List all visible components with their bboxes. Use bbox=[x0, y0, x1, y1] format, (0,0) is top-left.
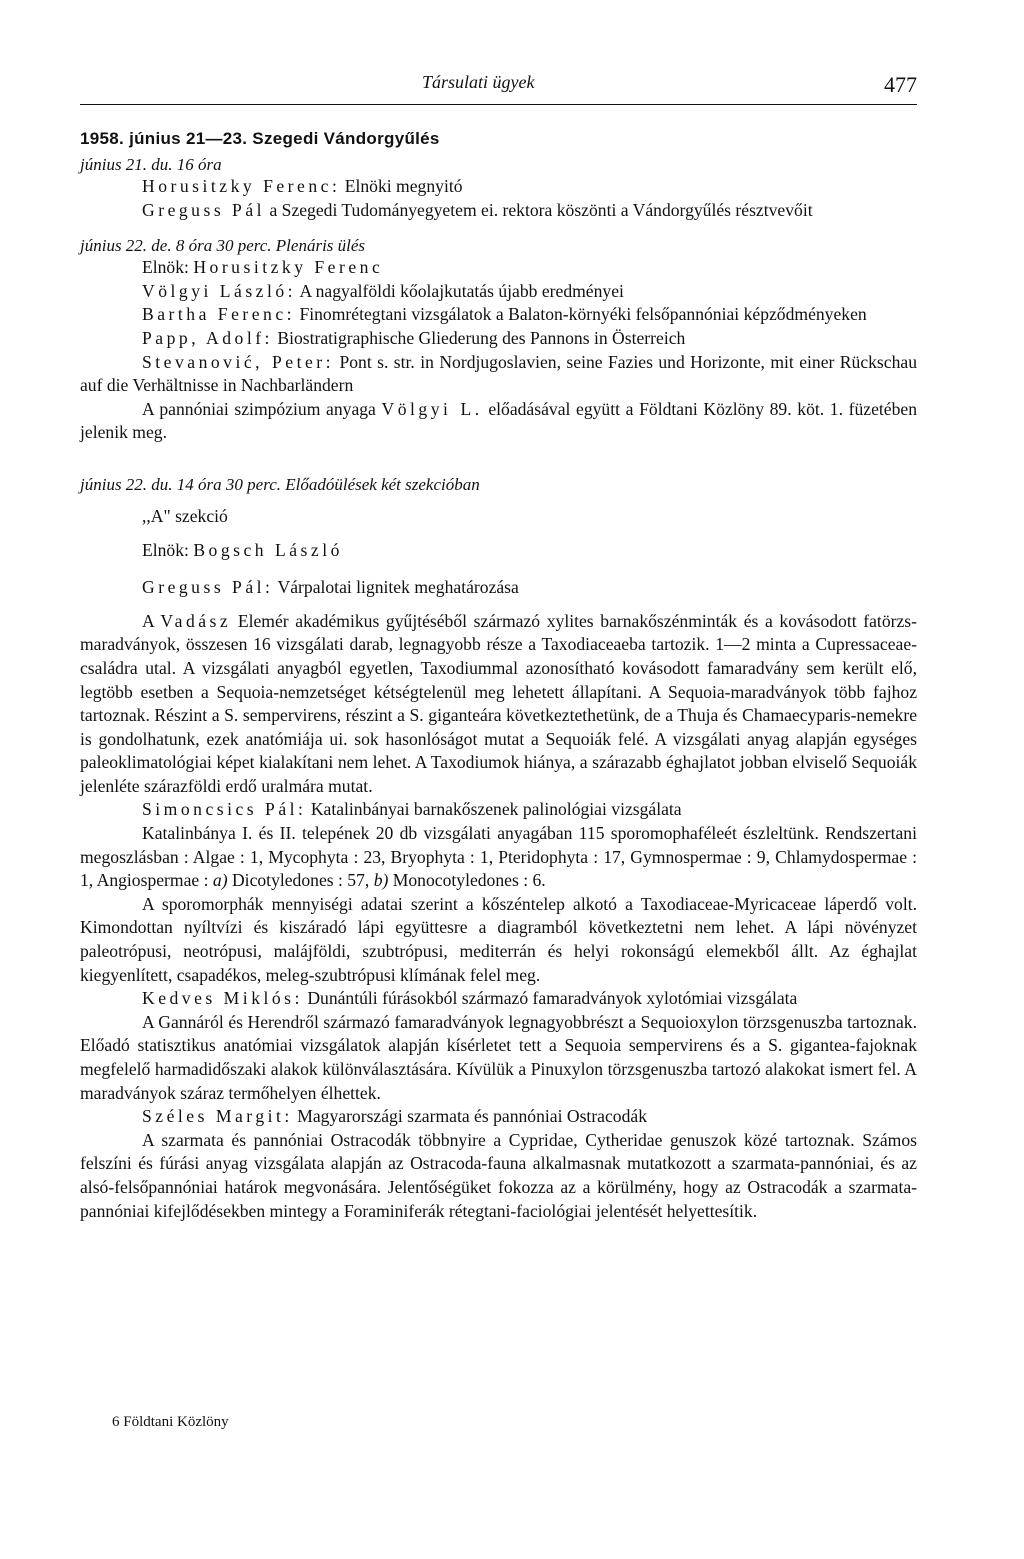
talk-title: Dunántúli fúrásokból származó famaradványok xylotómiai vizsgálata bbox=[302, 988, 798, 1009]
abstract-text: Katalinbánya I. és II. telepének 20 db vizsgálati anyagában 115 sporomophaféleét észleltünk. Rendszertani megoszlásban : Algae : 1, Mycophyta : 23, Bryophyta : 1, Pteridophyta : 17, Gymnospermae : 9, Chlamydospermae : 1, Angiospermae : bbox=[80, 823, 917, 891]
publication-note-end: előadásával együtt a Földtani Közlöny 89. köt. 1. füzetében jelenik meg. bbox=[80, 398, 918, 443]
session2-body bbox=[80, 256, 917, 445]
running-header bbox=[80, 70, 917, 105]
session3-body bbox=[80, 505, 917, 1223]
meeting-heading: 1958. június 21—23. Szegedi Vándorgyűlés bbox=[80, 129, 440, 148]
talk-title: Pont s. str. in Nordjugoslavien, seine Fazies und Horizonte, mit einer Rückschau auf die Verhältnisse in Nachbarländern bbox=[80, 351, 917, 396]
abstract-text: A szarmata és pannóniai Ostracodák többnyire a Cypridae, Cytheridae genuszok közé tartoznak. Számos felszíni és fúrási anyag vizsgálata alapján az Ostracoda-fauna alkalmasnak mutatkozott a szarmata-pannóniai, és az alsó-felsőpannóniai határok megvonására. Jelentőségüket fokozza az a körülmény, hogy az Ostracodák a szarmata-pannóniai kifejlődésekben mintegy a Foraminiferák rétegtani-faciológiai jelentését helyettesítik. bbox=[80, 1129, 917, 1221]
chair-name: Bogsch László bbox=[193, 539, 343, 560]
abstract-text-cont: Dicotyledones : 57, bbox=[227, 870, 374, 891]
speaker-name: Völgyi L. bbox=[381, 398, 483, 419]
speaker-name: Bartha Ferenc: bbox=[142, 304, 296, 325]
talk-title: Várpalotai lignitek meghatározása bbox=[273, 577, 519, 598]
person-name: Vadász bbox=[160, 610, 232, 631]
chair-name: Horusitzky Ferenc bbox=[193, 257, 384, 278]
abstract-text: Elemér akadémikus gyűjtéséből származó xylites barnakőszénminták és a kovásodott fatörzs-maradványok, összesen 16 vizsgálati darab, legnagyobb része a Taxodiaceaeba tartozik. 1—2 minta a Cupressaceae-családra utal. A vizsgálati anyagból egyetlen, Taxodiummal azonosítható kovásodott famaradvány sem került elő, legtöbb esetben a Sequoia-nemzetséget kétségtelenül meg lehetett állapítani. A Sequoia-maradványok több fajhoz tartoznak. Részint a S. sempervirens, részint a S. giganteára következtethetünk, de a Thuja és Chamaecyparis-nemekre is gondolhatunk, ezek anatómiája ui. sok hasonlóságot mutat a Sequoiák felé. A vizsgálati anyag alapján egységes paleoklimatológiai képet kialakítani nem lehet. A Taxodiumok hiánya, a szárazabb éghajlatot jobban elviselő Sequoiák jelenléte szárazföldi erdő uralmára mutat. bbox=[80, 610, 917, 796]
speaker-name: Simoncsics Pál: bbox=[142, 799, 307, 820]
chair-label: Elnök: bbox=[142, 257, 194, 278]
session1-body bbox=[80, 175, 917, 222]
journal-page bbox=[80, 70, 917, 1223]
list-marker: b) bbox=[373, 870, 389, 891]
session1-time: június 21. du. 16 óra bbox=[80, 155, 222, 174]
list-marker: a) bbox=[212, 870, 228, 891]
abstract-text-end: Monocotyledones : 6. bbox=[388, 870, 546, 891]
section-label: ,,A" szekció bbox=[142, 505, 228, 526]
talk-title: Katalinbányai barnakőszenek palinológiai vizsgálata bbox=[306, 799, 682, 820]
speaker-name: Széles Margit: bbox=[142, 1106, 293, 1127]
running-title: Társulati ügyek bbox=[422, 72, 535, 92]
talk-title: Magyarországi szarmata és pannóniai Ostracodák bbox=[292, 1106, 647, 1127]
talk-title: Elnöki megnyitó bbox=[340, 176, 463, 196]
abstract-start: A bbox=[142, 610, 161, 631]
abstract-text: A sporomorphák mennyiségi adatai szerint a kőszéntelep alkotó a Taxodiaceae-Myricaceae láperdő volt. Kimondottan nyíltvízi és kiszáradó lápi együttesre a diagramból következtetni nem lehet. A lápi növényzet paleotrópusi, neotrópusi, malájföldi, szubtrópusi, mediterrán és helyi rokonságú elemekből állt. Az éghajlat kiegyenlített, csapadékos, meleg-szubtrópusi klímának felel meg. bbox=[80, 893, 917, 985]
chair-label: Elnök: bbox=[142, 539, 194, 560]
speaker-name: Kedves Miklós: bbox=[142, 988, 303, 1009]
speaker-name: Völgyi László: bbox=[142, 280, 297, 301]
session2-time: június 22. de. 8 óra 30 perc. Plenáris ülés bbox=[80, 236, 366, 256]
talk-title: A nagyalföldi kőolajkutatás újabb eredményei bbox=[296, 280, 624, 301]
footer-signature: 6 Földtani Közlöny bbox=[112, 1414, 229, 1430]
speaker-name: Greguss Pál: bbox=[142, 577, 274, 598]
talk-title: a Szegedi Tudományegyetem ei. rektora köszönti a Vándorgyűlés résztvevőit bbox=[265, 199, 813, 220]
speaker-name: Horusitzky Ferenc: bbox=[142, 176, 341, 196]
abstract-text: A Gannáról és Herendről származó famaradványok legnagyobbrészt a Sequoioxylon törzsgenuszba tartoznak. Előadó statisztikus anatómiai vizsgálatok alapján kísérletet tett a Sequoia sempervirens és a S. gigantea-fajoknak megfelelő harmadidőszaki alakok különválasztására. Kívülük a Pinuxylon törzsgenuszba tartozó alakokat ismert fel. A maradványok száraz termőhelyen élhettek. bbox=[80, 1011, 917, 1103]
publication-note: A pannóniai szimpózium anyaga bbox=[142, 398, 382, 419]
session3-time: június 22. du. 14 óra 30 perc. Előadóülések két szekcióban bbox=[80, 474, 480, 494]
speaker-name: Papp, Adolf: bbox=[142, 327, 273, 348]
talk-title: Biostratigraphische Gliederung des Pannons in Österreich bbox=[272, 327, 686, 348]
speaker-name: Greguss Pál bbox=[142, 199, 266, 220]
speaker-name: Stevanović, Peter: bbox=[142, 351, 335, 372]
page-number: 477 bbox=[884, 72, 917, 97]
talk-title: Finomrétegtani vizsgálatok a Balaton-környéki felsőpannóniai képződményeken bbox=[295, 304, 867, 325]
